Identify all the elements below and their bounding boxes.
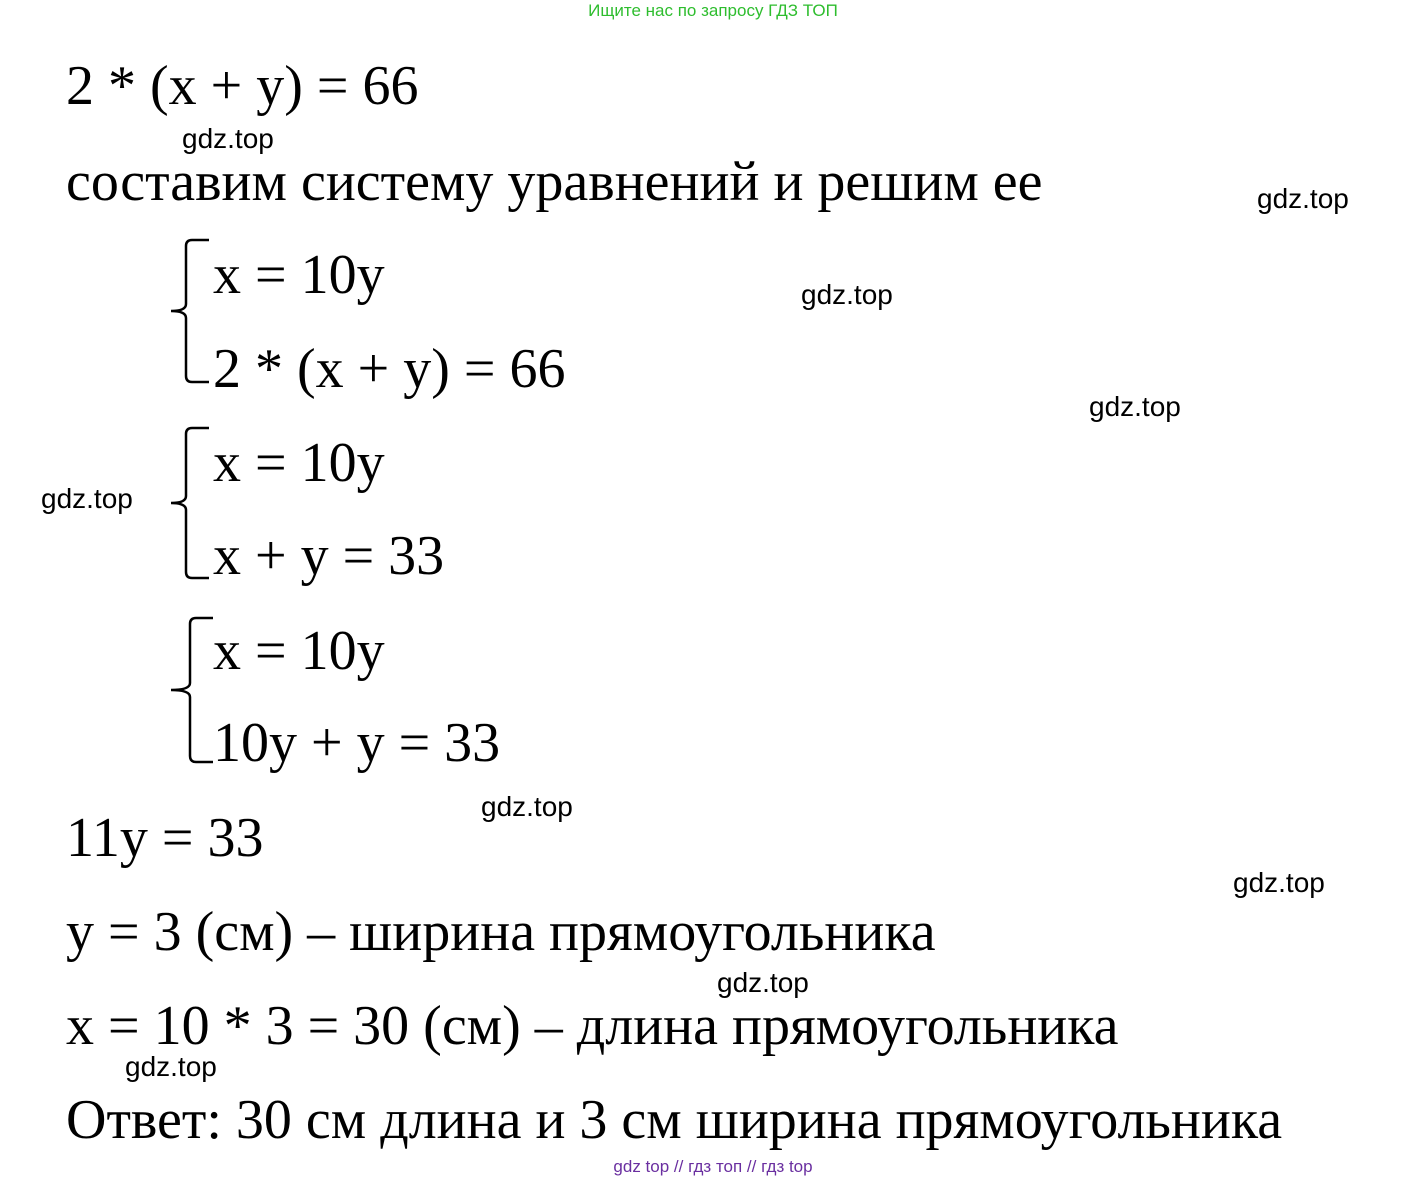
answer-text: Ответ: 30 см длина и 3 см ширина прямоугольника [66,1089,1283,1151]
system2-equation-1: x = 10y [213,432,385,494]
system2-equation-2: x + y = 33 [213,525,445,587]
step-11y: 11y = 33 [66,807,264,869]
system1-equation-1: x = 10y [213,244,385,306]
width-result: y = 3 (см) – ширина прямоугольника [66,901,936,963]
footer-links: gdz top // гдз топ // гдз top [613,1157,813,1176]
perimeter-equation: 2 * (x + y) = 66 [66,55,419,117]
watermark: gdz.top [1233,867,1325,898]
length-result: x = 10 * 3 = 30 (см) – длина прямоугольника [66,995,1119,1057]
system3-equation-1: x = 10y [213,620,385,682]
watermark: gdz.top [41,483,133,514]
system1-equation-2: 2 * (x + y) = 66 [213,338,566,400]
watermark: gdz.top [182,123,274,154]
intro-text: составим систему уравнений и решим ее [66,151,1043,213]
system1-brace [166,236,212,386]
watermark: gdz.top [1257,183,1349,214]
watermark: gdz.top [1089,391,1181,422]
watermark: gdz.top [801,279,893,310]
system2-brace [166,424,212,582]
search-banner: Ищите нас по запросу ГДЗ ТОП [588,1,838,20]
watermark: gdz.top [125,1051,217,1082]
watermark: gdz.top [481,791,573,822]
system3-brace [166,614,216,766]
system3-equation-2: 10y + y = 33 [213,712,501,774]
watermark: gdz.top [717,967,809,998]
